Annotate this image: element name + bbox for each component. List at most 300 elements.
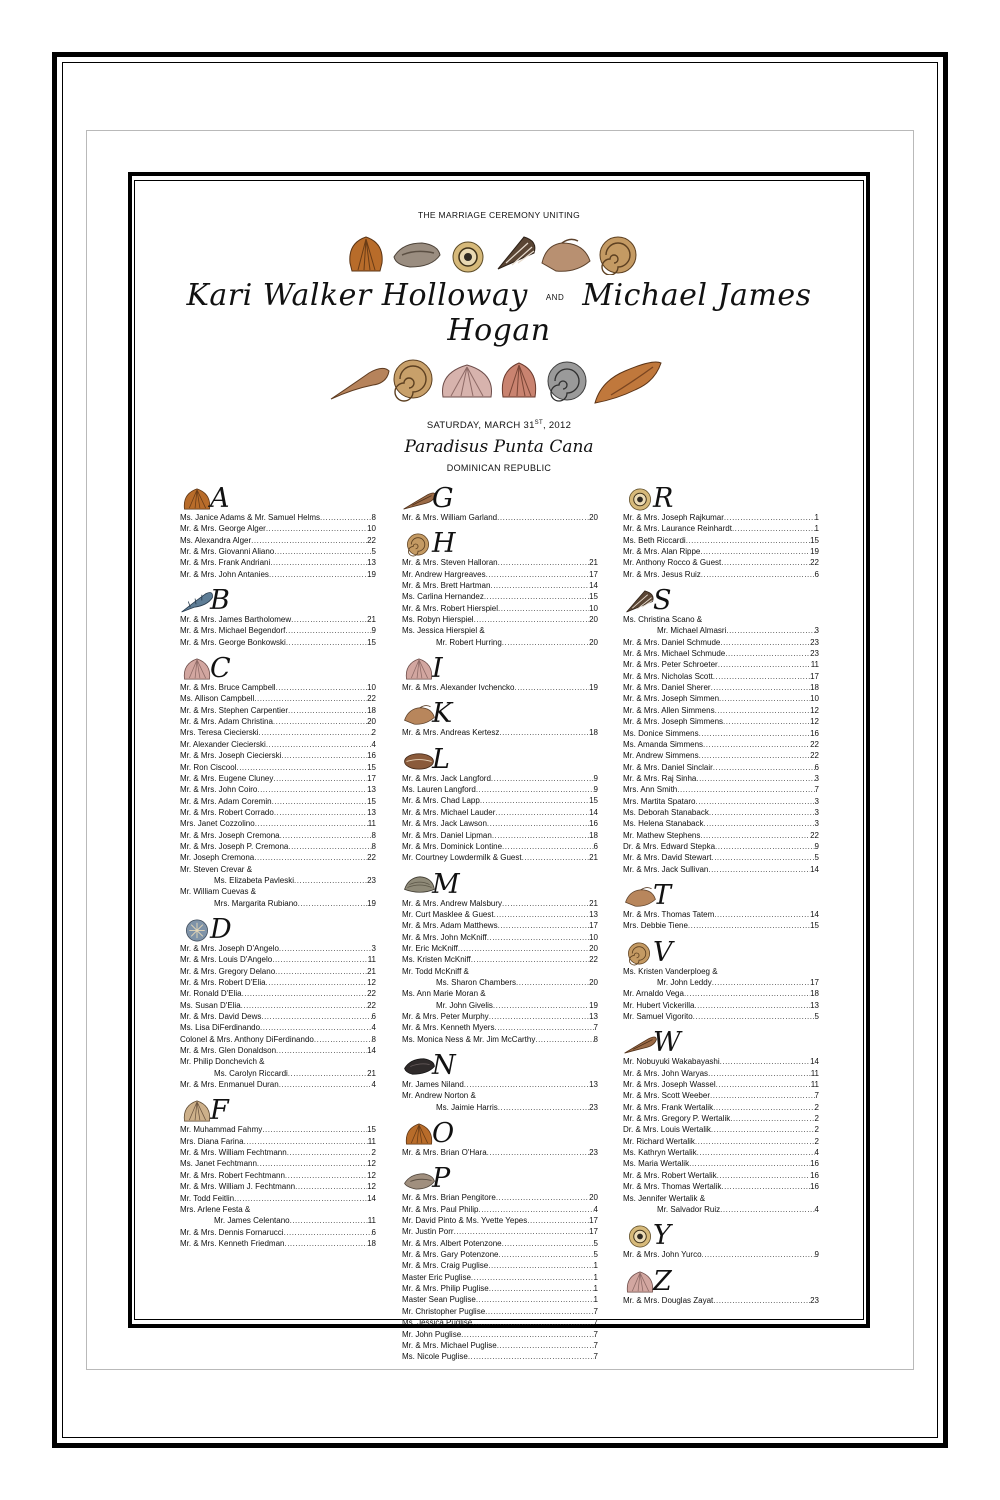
guest-entry xyxy=(402,1204,598,1215)
guest-name: Master Sean Puglise xyxy=(402,1295,476,1305)
guest-entry xyxy=(402,512,598,523)
letter-heading-r xyxy=(623,482,819,512)
guest-entry xyxy=(623,1136,819,1147)
guest-name: Mr. & Mrs. Michael Begendorf xyxy=(180,626,286,636)
section-letter: P xyxy=(432,1163,451,1195)
guest-name: Ms. Robyn Hierspiel xyxy=(402,615,474,625)
section-letter: Y xyxy=(653,1220,671,1252)
clam-icon xyxy=(402,872,436,898)
table-number: 9 xyxy=(371,626,376,636)
dot-leader xyxy=(684,988,810,999)
guest-name: Mr. & Mrs. David Stewart xyxy=(623,853,712,863)
section-letter: M xyxy=(432,868,460,900)
table-number: 18 xyxy=(589,830,598,840)
guest-entry xyxy=(180,898,376,909)
dot-leader xyxy=(259,727,372,738)
table-number: 5 xyxy=(814,1012,819,1022)
guest-name: Ms. Jessica Hierspiel & xyxy=(402,626,485,636)
table-number: 12 xyxy=(367,1182,376,1192)
dot-leader xyxy=(276,682,368,693)
guest-name: Ms. Monica Ness & Mr. Jim McCarthy xyxy=(402,1034,536,1044)
dot-leader xyxy=(295,1181,367,1192)
dot-leader xyxy=(699,728,811,739)
guest-entry xyxy=(402,1329,598,1340)
guest-name: Mr. & Mrs. Giovanni Aliano xyxy=(180,547,275,557)
guest-entry xyxy=(623,1170,819,1181)
guest-name: Mr. & Mrs. Daniel Sherer xyxy=(623,683,711,693)
dot-leader xyxy=(461,1329,593,1340)
guest-entry xyxy=(180,727,376,738)
pink-scallop-icon xyxy=(443,365,492,397)
dot-leader xyxy=(486,569,590,580)
table-number: 15 xyxy=(367,637,376,647)
guest-name: Mr. Todd Feitlin xyxy=(180,1193,235,1203)
guest-entry xyxy=(180,852,376,863)
guest-name: Mr. Todd McKniff & xyxy=(402,966,469,976)
dot-leader xyxy=(284,1227,372,1238)
table-number: 3 xyxy=(814,796,819,806)
table-number: 10 xyxy=(367,683,376,693)
dot-leader xyxy=(266,523,367,534)
guest-name: Ms. Maria Wertalik xyxy=(623,1159,690,1169)
dot-leader xyxy=(458,943,589,954)
guest-name: Mr. Andrew Hargreaves xyxy=(402,569,486,579)
table-number: 22 xyxy=(810,751,819,761)
snail-icon xyxy=(548,362,586,401)
table-number: 7 xyxy=(814,1091,819,1101)
table-number: 20 xyxy=(589,977,598,987)
guest-name: Mr. Nobuyuki Wakabayashi xyxy=(623,1057,720,1067)
table-number: 17 xyxy=(589,921,598,931)
table-number: 21 xyxy=(367,966,376,976)
table-number: 7 xyxy=(593,1329,598,1339)
guest-name: Mr. Andrew Simmens xyxy=(623,751,699,761)
table-number: 7 xyxy=(593,1023,598,1033)
guest-name: Mrs. Diana Farina xyxy=(180,1136,244,1146)
letter-heading-t xyxy=(623,879,819,909)
guest-name: Mr. & Mrs. Daniel Schmude xyxy=(623,637,721,647)
dot-leader xyxy=(241,1000,367,1011)
table-number: 14 xyxy=(810,909,819,919)
table-number: 18 xyxy=(367,705,376,715)
guest-name: Mrs. Debbie Tiene xyxy=(623,921,688,931)
dot-leader xyxy=(490,580,589,591)
table-number: 22 xyxy=(367,1000,376,1010)
table-number: 8 xyxy=(371,1034,376,1044)
guest-name: Mr. & Mrs. Daniel Sinclair xyxy=(623,762,713,772)
guest-name: Mr. & Mrs. John Waryas xyxy=(623,1068,709,1078)
guest-name: Mr. & Mrs. Thomas Tatem xyxy=(623,909,715,919)
date-year: , 2012 xyxy=(542,420,572,432)
table-number: 22 xyxy=(589,955,598,965)
table-number: 18 xyxy=(589,728,598,738)
dot-leader xyxy=(242,988,368,999)
table-number: 18 xyxy=(810,683,819,693)
table-number: 11 xyxy=(367,1136,376,1146)
table-number: 3 xyxy=(814,807,819,817)
tan-scallop-icon xyxy=(180,1098,214,1124)
guest-entry xyxy=(623,614,819,625)
table-number: 19 xyxy=(367,569,376,579)
guest-name: Mr. & Mrs. Nicholas Scott xyxy=(623,671,713,681)
shell-garland-bottom xyxy=(134,356,864,404)
dot-leader xyxy=(711,682,811,693)
guest-name: Mr. & Mrs. Robert Hierspiel xyxy=(402,603,499,613)
table-number: 14 xyxy=(589,807,598,817)
guest-entry xyxy=(180,807,376,818)
whelk-icon xyxy=(402,1166,436,1192)
dot-leader xyxy=(704,818,815,829)
guest-entry xyxy=(402,988,598,999)
guest-entry xyxy=(623,569,819,580)
guest-entry xyxy=(402,1022,598,1033)
dot-leader xyxy=(480,795,589,806)
guest-entry xyxy=(180,1079,376,1090)
guest-entry xyxy=(402,1215,598,1226)
section-letter: V xyxy=(653,936,673,968)
guest-name: Mr. & Mrs. Glen Donaldson xyxy=(180,1046,277,1056)
guest-entry xyxy=(623,625,819,636)
dot-leader xyxy=(516,977,589,988)
guest-entry xyxy=(180,1000,376,1011)
dot-leader xyxy=(700,830,810,841)
table-number: 13 xyxy=(589,1080,598,1089)
guest-name: Ms. Lisa DiFerdinando xyxy=(180,1023,261,1033)
guest-entry xyxy=(180,682,376,693)
dot-leader xyxy=(700,546,810,557)
scallop-icon xyxy=(502,363,535,397)
guest-name: Mr. & Mrs. Kenneth Myers xyxy=(402,1023,495,1033)
guest-entry xyxy=(623,1249,819,1260)
table-number: 5 xyxy=(371,547,376,557)
dot-leader xyxy=(726,625,814,636)
dot-leader xyxy=(708,1068,811,1079)
guest-name: Mr. & Mrs. Jesus Ruiz xyxy=(623,569,701,579)
table-number: 17 xyxy=(367,773,376,783)
dot-leader xyxy=(703,739,810,750)
section-letter: T xyxy=(653,879,672,911)
guest-name: Ms. Helena Stanaback xyxy=(623,819,704,829)
dot-leader xyxy=(260,1022,372,1033)
table-number: 19 xyxy=(589,683,598,693)
guest-name: Mrs. Ann Smith xyxy=(623,785,678,795)
dot-leader xyxy=(474,614,590,625)
table-number: 2 xyxy=(814,1102,819,1112)
dot-leader xyxy=(489,1011,589,1022)
conch-icon xyxy=(595,362,661,403)
table-number: 17 xyxy=(589,1216,598,1226)
guest-name: Mr. & Mrs. Robert Corrado xyxy=(180,807,274,817)
ceremony-date xyxy=(134,420,864,431)
dot-leader xyxy=(270,557,367,568)
guest-name: Ms. Janet Fechtmann xyxy=(180,1159,257,1169)
spindle-shell-icon xyxy=(402,486,436,512)
guest-name: Mr. & Mrs. Gary Potenzone xyxy=(402,1250,499,1260)
guest-name: Mr. Steven Crevar & xyxy=(180,864,253,874)
guest-entry xyxy=(623,557,819,568)
guest-entry xyxy=(180,614,376,625)
guest-entry xyxy=(402,1260,598,1271)
dot-leader xyxy=(715,705,811,716)
shell-garland-top-art xyxy=(344,233,654,275)
dot-leader xyxy=(454,1226,590,1237)
dot-leader xyxy=(498,603,589,614)
guest-name: Dr. & Mrs. Louis Wertalik xyxy=(623,1125,711,1135)
conch-icon xyxy=(542,239,590,271)
guest-name: Mr. & Mrs. David Dews xyxy=(180,1012,262,1022)
guest-entry xyxy=(180,546,376,557)
table-number: 17 xyxy=(589,1227,598,1237)
guest-name: Mr. Anthony Rocco & Guest xyxy=(623,558,722,568)
guest-name: Mr. Christopher Puglise xyxy=(402,1306,486,1316)
guest-name: Mr. & Mrs. Joseph Ciecierski xyxy=(180,751,282,761)
table-number: 15 xyxy=(810,535,819,545)
guest-name: Mr. & Mrs. Joseph Simmen xyxy=(623,694,720,704)
dot-leader xyxy=(290,1215,368,1226)
guest-entry xyxy=(623,728,819,739)
guest-entry xyxy=(623,1000,819,1011)
dot-leader xyxy=(487,1147,589,1158)
dot-leader xyxy=(234,1193,367,1204)
guest-name: Ms. Beth Riccardi xyxy=(623,535,686,545)
guest-entry xyxy=(402,1034,598,1045)
guest-entry xyxy=(402,773,598,784)
guest-entry xyxy=(623,818,819,829)
dot-leader xyxy=(720,1204,814,1215)
guest-entry xyxy=(623,852,819,863)
dot-leader xyxy=(719,693,810,704)
conch-icon xyxy=(402,701,436,727)
pink-scallop-icon xyxy=(623,1269,657,1295)
guest-name: Mr. & Mrs. Michael Puglise xyxy=(402,1340,497,1350)
dot-leader xyxy=(709,807,815,818)
guest-entry xyxy=(623,546,819,557)
guest-name: Mr. John Puglise xyxy=(402,1329,462,1339)
guest-name: Mr. & Mrs. Joseph Cremona xyxy=(180,830,280,840)
guest-entry xyxy=(623,682,819,693)
guest-entry xyxy=(623,909,819,920)
guest-entry xyxy=(180,943,376,954)
guest-name: Mr. & Mrs. Adam Coremin xyxy=(180,796,272,806)
guest-name: Mr. & Mrs. George Bonkowski xyxy=(180,637,286,647)
guest-entry xyxy=(402,682,598,693)
guest-entry xyxy=(623,988,819,999)
bride-name: Kari Walker Holloway xyxy=(186,278,528,313)
letter-heading-v xyxy=(623,936,819,966)
guest-entry xyxy=(402,603,598,614)
letter-heading-c xyxy=(180,652,376,685)
guest-name: Mr. & Mrs. Robert Wertalik xyxy=(623,1170,717,1180)
table-number: 3 xyxy=(371,943,376,953)
dot-leader xyxy=(498,557,590,568)
dot-leader xyxy=(484,591,589,602)
table-number: 2 xyxy=(814,1125,819,1135)
snail-icon xyxy=(623,486,657,512)
guest-entry xyxy=(180,625,376,636)
dot-leader xyxy=(724,512,815,523)
guest-entry xyxy=(402,1000,598,1011)
guest-entry xyxy=(402,1238,598,1249)
cone-icon xyxy=(623,588,657,614)
dot-leader xyxy=(262,1124,367,1135)
guest-entry xyxy=(180,1227,376,1238)
guest-name: Mr. & Mrs. Robert Fechtmann xyxy=(180,1170,285,1180)
dot-leader xyxy=(298,898,368,909)
spindle-shell-icon xyxy=(331,368,389,399)
guest-entry xyxy=(402,954,598,965)
guest-name: Ms. Kristen McKniff xyxy=(402,955,471,965)
guest-entry xyxy=(623,807,819,818)
dot-leader xyxy=(284,1238,367,1249)
table-number: 11 xyxy=(810,1080,819,1090)
section-letter: C xyxy=(210,653,231,685)
dot-leader xyxy=(502,1238,594,1249)
table-number: 20 xyxy=(589,513,598,522)
guest-name: Mr. & Mrs. Thomas Wertalik xyxy=(623,1182,722,1192)
dot-leader xyxy=(732,523,815,534)
guest-entry xyxy=(623,1113,819,1124)
table-number: 13 xyxy=(367,558,376,568)
guest-name: Mr. Mathew Stephens xyxy=(623,830,701,840)
table-number: 15 xyxy=(589,592,598,602)
dot-leader xyxy=(708,864,810,875)
couple-names xyxy=(134,278,864,348)
table-number: 2 xyxy=(371,728,376,738)
guest-name: Mr. & Mrs. Peter Schroeter xyxy=(623,660,718,670)
guest-name: Mrs. Martita Spataro xyxy=(623,796,696,806)
table-number: 6 xyxy=(371,1012,376,1022)
table-number: 3 xyxy=(814,626,819,636)
guest-entry xyxy=(402,1249,598,1260)
dot-leader xyxy=(285,1170,367,1181)
dot-leader xyxy=(476,784,594,795)
table-number: 6 xyxy=(593,841,598,851)
dot-leader xyxy=(711,852,814,863)
dot-leader xyxy=(254,852,367,863)
table-number: 10 xyxy=(367,524,376,534)
guest-name: Mr. Curt Masklee & Guest xyxy=(402,909,494,919)
table-number: 7 xyxy=(593,1340,598,1350)
dot-leader xyxy=(471,954,589,965)
section-letter: L xyxy=(432,743,450,775)
dot-leader xyxy=(272,796,368,807)
table-number: 11 xyxy=(810,1068,819,1078)
guest-entry xyxy=(402,1011,598,1022)
table-number: 17 xyxy=(810,671,819,681)
guest-name: Mr. & Mrs. Joseph D'Angelo xyxy=(180,943,279,953)
guest-name: Mr. & Mrs. Alan Rippe xyxy=(623,547,701,557)
guest-name: Mr. & Mrs. James Bartholomew xyxy=(180,615,292,625)
guest-name: Mr. Muhammad Fahmy xyxy=(180,1125,263,1135)
guest-entry xyxy=(180,693,376,704)
dot-leader xyxy=(288,705,367,716)
dot-leader xyxy=(716,1079,811,1090)
dot-leader xyxy=(274,546,371,557)
guest-entry xyxy=(623,1181,819,1192)
dot-leader xyxy=(502,898,589,909)
dot-leader xyxy=(686,535,810,546)
guest-entry xyxy=(180,1068,376,1079)
dot-leader xyxy=(273,716,367,727)
guest-column-1 xyxy=(180,482,376,1249)
guest-entry xyxy=(402,1294,598,1305)
guest-entry xyxy=(180,523,376,534)
guest-entry xyxy=(623,693,819,704)
table-number: 16 xyxy=(810,728,819,738)
dot-leader xyxy=(497,1340,594,1351)
dot-leader xyxy=(497,512,589,523)
guest-name: Mr. & Mrs. Laurance Reinhardt xyxy=(623,524,732,534)
guest-name: Ms. Jessica Puglise xyxy=(402,1318,473,1328)
guest-name: Mr. & Mrs. Brian O'Hara xyxy=(402,1148,487,1158)
dot-leader xyxy=(725,648,810,659)
guest-name: Mr. Samuel Vigorito xyxy=(623,1012,693,1022)
table-number: 2 xyxy=(371,1148,376,1158)
table-number: 8 xyxy=(371,830,376,840)
dot-leader xyxy=(269,569,367,580)
dot-leader xyxy=(715,841,815,852)
table-number: 1 xyxy=(814,524,819,534)
dot-leader xyxy=(261,1011,371,1022)
guest-entry xyxy=(402,784,598,795)
table-number: 21 xyxy=(589,853,598,863)
guest-name: Ms. Carlina Hernandez xyxy=(402,592,484,602)
shell-garland-top xyxy=(134,234,864,274)
guest-name: Ms. Allison Campbell xyxy=(180,694,255,704)
guest-name: Mr. & Mrs. Joseph P. Cremona xyxy=(180,841,289,851)
ceremony-intro: THE MARRIAGE CEREMONY UNITING xyxy=(417,210,581,220)
dot-leader xyxy=(487,932,589,943)
section-letter: S xyxy=(653,585,672,617)
dot-leader xyxy=(257,1158,367,1169)
guest-name: Ms. Lauren Langford xyxy=(402,785,476,795)
guest-name: Mrs. Margarita Rubiano xyxy=(214,898,298,908)
dot-leader xyxy=(522,852,589,863)
guest-name: Mr. & Mrs. Joseph Wassel xyxy=(623,1080,716,1090)
table-number: 9 xyxy=(814,841,819,851)
table-number: 23 xyxy=(589,1148,598,1158)
table-number: 21 xyxy=(367,615,376,625)
guest-name: Mr. & Mrs. Enmanuel Duran xyxy=(180,1080,279,1090)
guest-entry xyxy=(180,864,376,875)
section-letter: G xyxy=(432,483,454,514)
table-number: 13 xyxy=(367,807,376,817)
guest-entry xyxy=(180,1193,376,1204)
table-number: 1 xyxy=(814,513,819,522)
dot-leader xyxy=(472,1317,593,1328)
guest-entry xyxy=(623,1158,819,1169)
dot-leader xyxy=(677,784,814,795)
guest-entry xyxy=(402,727,598,738)
guest-entry xyxy=(180,1215,376,1226)
letter-heading-i xyxy=(402,652,598,685)
dot-leader xyxy=(285,625,371,636)
guest-name: Ms. Christina Scano & xyxy=(623,615,703,625)
guest-name: Mr. & Mrs. Alexander Ivchencko xyxy=(402,683,515,693)
guest-entry xyxy=(180,1181,376,1192)
dot-leader xyxy=(718,659,811,670)
dot-leader xyxy=(695,796,814,807)
guest-name: Mr. John Leddy xyxy=(657,978,712,987)
letter-heading-s xyxy=(623,584,819,617)
scallop-icon xyxy=(402,1121,436,1147)
dot-leader xyxy=(273,773,367,784)
dot-leader xyxy=(711,1124,815,1135)
table-number: 4 xyxy=(371,739,376,749)
guest-entry xyxy=(180,512,376,523)
table-number: 15 xyxy=(367,1125,376,1135)
shell-garland-bottom-art xyxy=(329,355,669,405)
